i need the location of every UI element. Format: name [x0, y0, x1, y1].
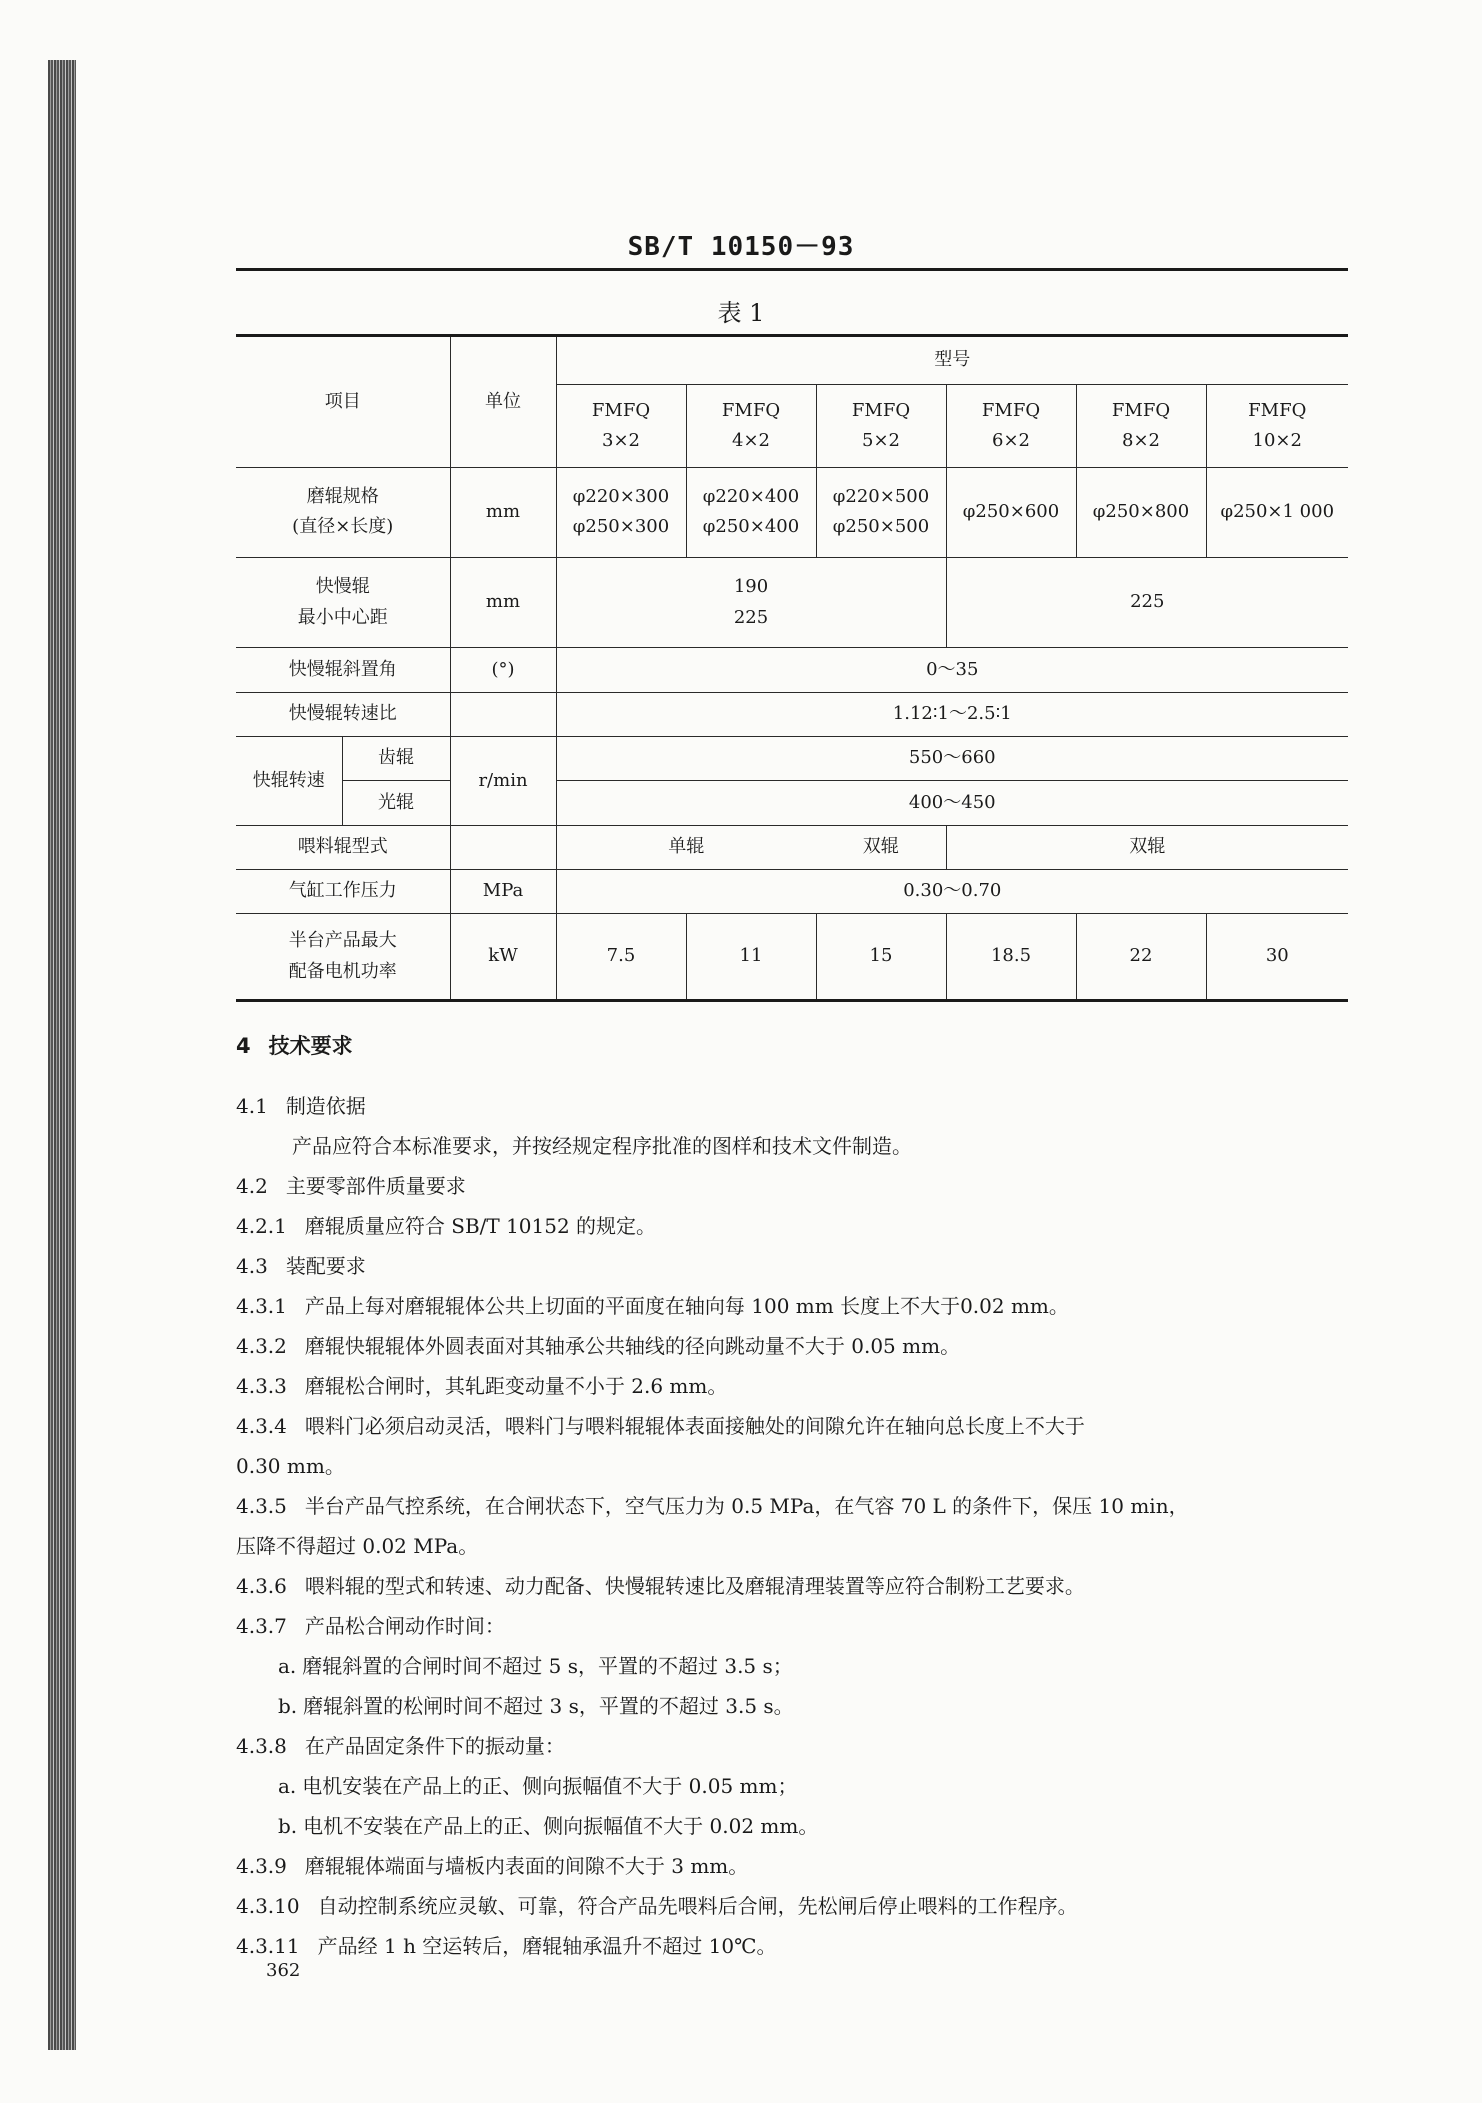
clause: 4.2 主要零部件质量要求: [236, 1174, 466, 1198]
value-cell: 550～660: [556, 737, 1348, 781]
row-fast-speed-smooth: [236, 781, 1348, 825]
label-fast-speed: 快辊转速: [236, 737, 342, 826]
value-cell: 双辊: [816, 825, 946, 869]
label-motor-power: 半台产品最大 配备电机功率: [236, 914, 450, 1001]
clause-continuation: 压降不得超过 0.02 MPa。: [236, 1534, 479, 1558]
label-tilt-angle: 快慢辊斜置角: [236, 648, 450, 692]
sub-clause: b. 磨辊斜置的松闸时间不超过 3 s，平置的不超过 3.5 s。: [278, 1694, 794, 1718]
value-cell: 双辊: [946, 825, 1348, 869]
header-model: 型号: [556, 336, 1348, 385]
value-cell: 22: [1076, 914, 1206, 1001]
label-tooth-roll: 齿辊: [342, 737, 450, 781]
unit-cell: MPa: [450, 870, 556, 914]
header-unit: 单位: [450, 336, 556, 468]
model-cell: FMFQ 4×2: [686, 385, 816, 467]
value-cell: φ250×1 000: [1206, 467, 1348, 557]
value-cell: φ250×800: [1076, 467, 1206, 557]
sub-clause: b. 电机不安装在产品上的正、侧向振幅值不大于 0.02 mm。: [278, 1814, 819, 1838]
unit-cell: kW: [450, 914, 556, 1001]
value-cell: φ220×300 φ250×300: [556, 467, 686, 557]
page-number: 362: [266, 1960, 301, 1981]
spec-table: [236, 334, 1348, 1002]
label-smooth-roll: 光辊: [342, 781, 450, 825]
clause: 4.3.7 产品松合闸动作时间：: [236, 1614, 505, 1638]
model-cell: FMFQ 6×2: [946, 385, 1076, 467]
row-fast-speed-tooth: [236, 737, 1348, 781]
value-cell: φ220×500 φ250×500: [816, 467, 946, 557]
unit-cell: [450, 692, 556, 736]
unit-cell: (°): [450, 648, 556, 692]
table-caption: 表 1: [717, 299, 765, 327]
label-cylinder-pressure: 气缸工作压力: [236, 870, 450, 914]
scan-binding-edge: [48, 60, 76, 2050]
header-rule: [236, 268, 1348, 271]
value-cell: 30: [1206, 914, 1348, 1001]
section-heading: 4 技术要求: [236, 1034, 353, 1058]
clause: 4.3.3 磨辊松合闸时，其轧距变动量不小于 2.6 mm。: [236, 1374, 728, 1398]
table-header-row: [236, 336, 1348, 385]
unit-cell: [450, 825, 556, 869]
clause-continuation: 0.30 mm。: [236, 1454, 345, 1478]
value-cell: 15: [816, 914, 946, 1001]
value-cell: φ250×600: [946, 467, 1076, 557]
label-speed-ratio: 快慢辊转速比: [236, 692, 450, 736]
value-cell: 0.30～0.70: [556, 870, 1348, 914]
clause: 4.3.6 喂料辊的型式和转速、动力配备、快慢辊转速比及磨辊清理装置等应符合制粉工艺要求。: [236, 1574, 1085, 1598]
clause: 4.3.4 喂料门必须启动灵活，喂料门与喂料辊辊体表面接触处的间隙允许在轴向总长度上不大于: [236, 1414, 1085, 1438]
row-tilt-angle: [236, 648, 1348, 692]
row-cylinder-pressure: [236, 870, 1348, 914]
model-cell: FMFQ 3×2: [556, 385, 686, 467]
value-cell: 1.12∶1～2.5∶1: [556, 692, 1348, 736]
value-cell: φ220×400 φ250×400: [686, 467, 816, 557]
model-cell: FMFQ 5×2: [816, 385, 946, 467]
clause: 4.3.5 半台产品气控系统，在合闸状态下，空气压力为 0.5 MPa，在气容 70 L 的条件下，保压 10 min，: [236, 1494, 1189, 1518]
clause: 产品应符合本标准要求，并按经规定程序批准的图样和技术文件制造。: [292, 1134, 912, 1158]
unit-cell: mm: [450, 467, 556, 557]
standard-number-header: SB/T 10150－93: [627, 232, 855, 262]
clause: 4.3 装配要求: [236, 1254, 366, 1278]
clause: 4.3.2 磨辊快辊辊体外圆表面对其轴承公共轴线的径向跳动量不大于 0.05 mm。: [236, 1334, 961, 1358]
value-cell: 400～450: [556, 781, 1348, 825]
clause: 4.2.1 磨辊质量应符合 SB/T 10152 的规定。: [236, 1214, 657, 1238]
value-cell: 225: [946, 557, 1348, 648]
row-speed-ratio: [236, 692, 1348, 736]
clause: 4.1 制造依据: [236, 1094, 366, 1118]
sub-clause: a. 磨辊斜置的合闸时间不超过 5 s，平置的不超过 3.5 s；: [278, 1654, 793, 1678]
row-center-distance: [236, 557, 1348, 648]
clause: 4.3.9 磨辊辊体端面与墙板内表面的间隙不大于 3 mm。: [236, 1854, 749, 1878]
row-motor-power: [236, 914, 1348, 1001]
row-roll-spec: [236, 467, 1348, 557]
label-feed-roll: 喂料辊型式: [236, 825, 450, 869]
clause: 4.3.10 自动控制系统应灵敏、可靠，符合产品先喂料后合闸，先松闸后停止喂料的工作程序。: [236, 1894, 1078, 1918]
value-cell: 18.5: [946, 914, 1076, 1001]
model-cell: FMFQ 10×2: [1206, 385, 1348, 467]
clause: 4.3.8 在产品固定条件下的振动量：: [236, 1734, 565, 1758]
clause: 4.3.1 产品上每对磨辊辊体公共上切面的平面度在轴向每 100 mm 长度上不大于0.02 mm。: [236, 1294, 1069, 1318]
header-item: 项目: [236, 336, 450, 468]
sub-clause: a. 电机安装在产品上的正、侧向振幅值不大于 0.05 mm；: [278, 1774, 798, 1798]
unit-cell: mm: [450, 557, 556, 648]
unit-cell: r/min: [450, 737, 556, 826]
value-cell: 190 225: [556, 557, 946, 648]
model-cell: FMFQ 8×2: [1076, 385, 1206, 467]
row-feed-roll: [236, 825, 1348, 869]
label-roll-spec: 磨辊规格 (直径×长度): [236, 467, 450, 557]
value-cell: 单辊: [556, 825, 816, 869]
value-cell: 11: [686, 914, 816, 1001]
value-cell: 0～35: [556, 648, 1348, 692]
value-cell: 7.5: [556, 914, 686, 1001]
label-center-distance: 快慢辊 最小中心距: [236, 557, 450, 648]
clause: 4.3.11 产品经 1 h 空运转后，磨辊轴承温升不超过 10℃。: [236, 1934, 777, 1958]
